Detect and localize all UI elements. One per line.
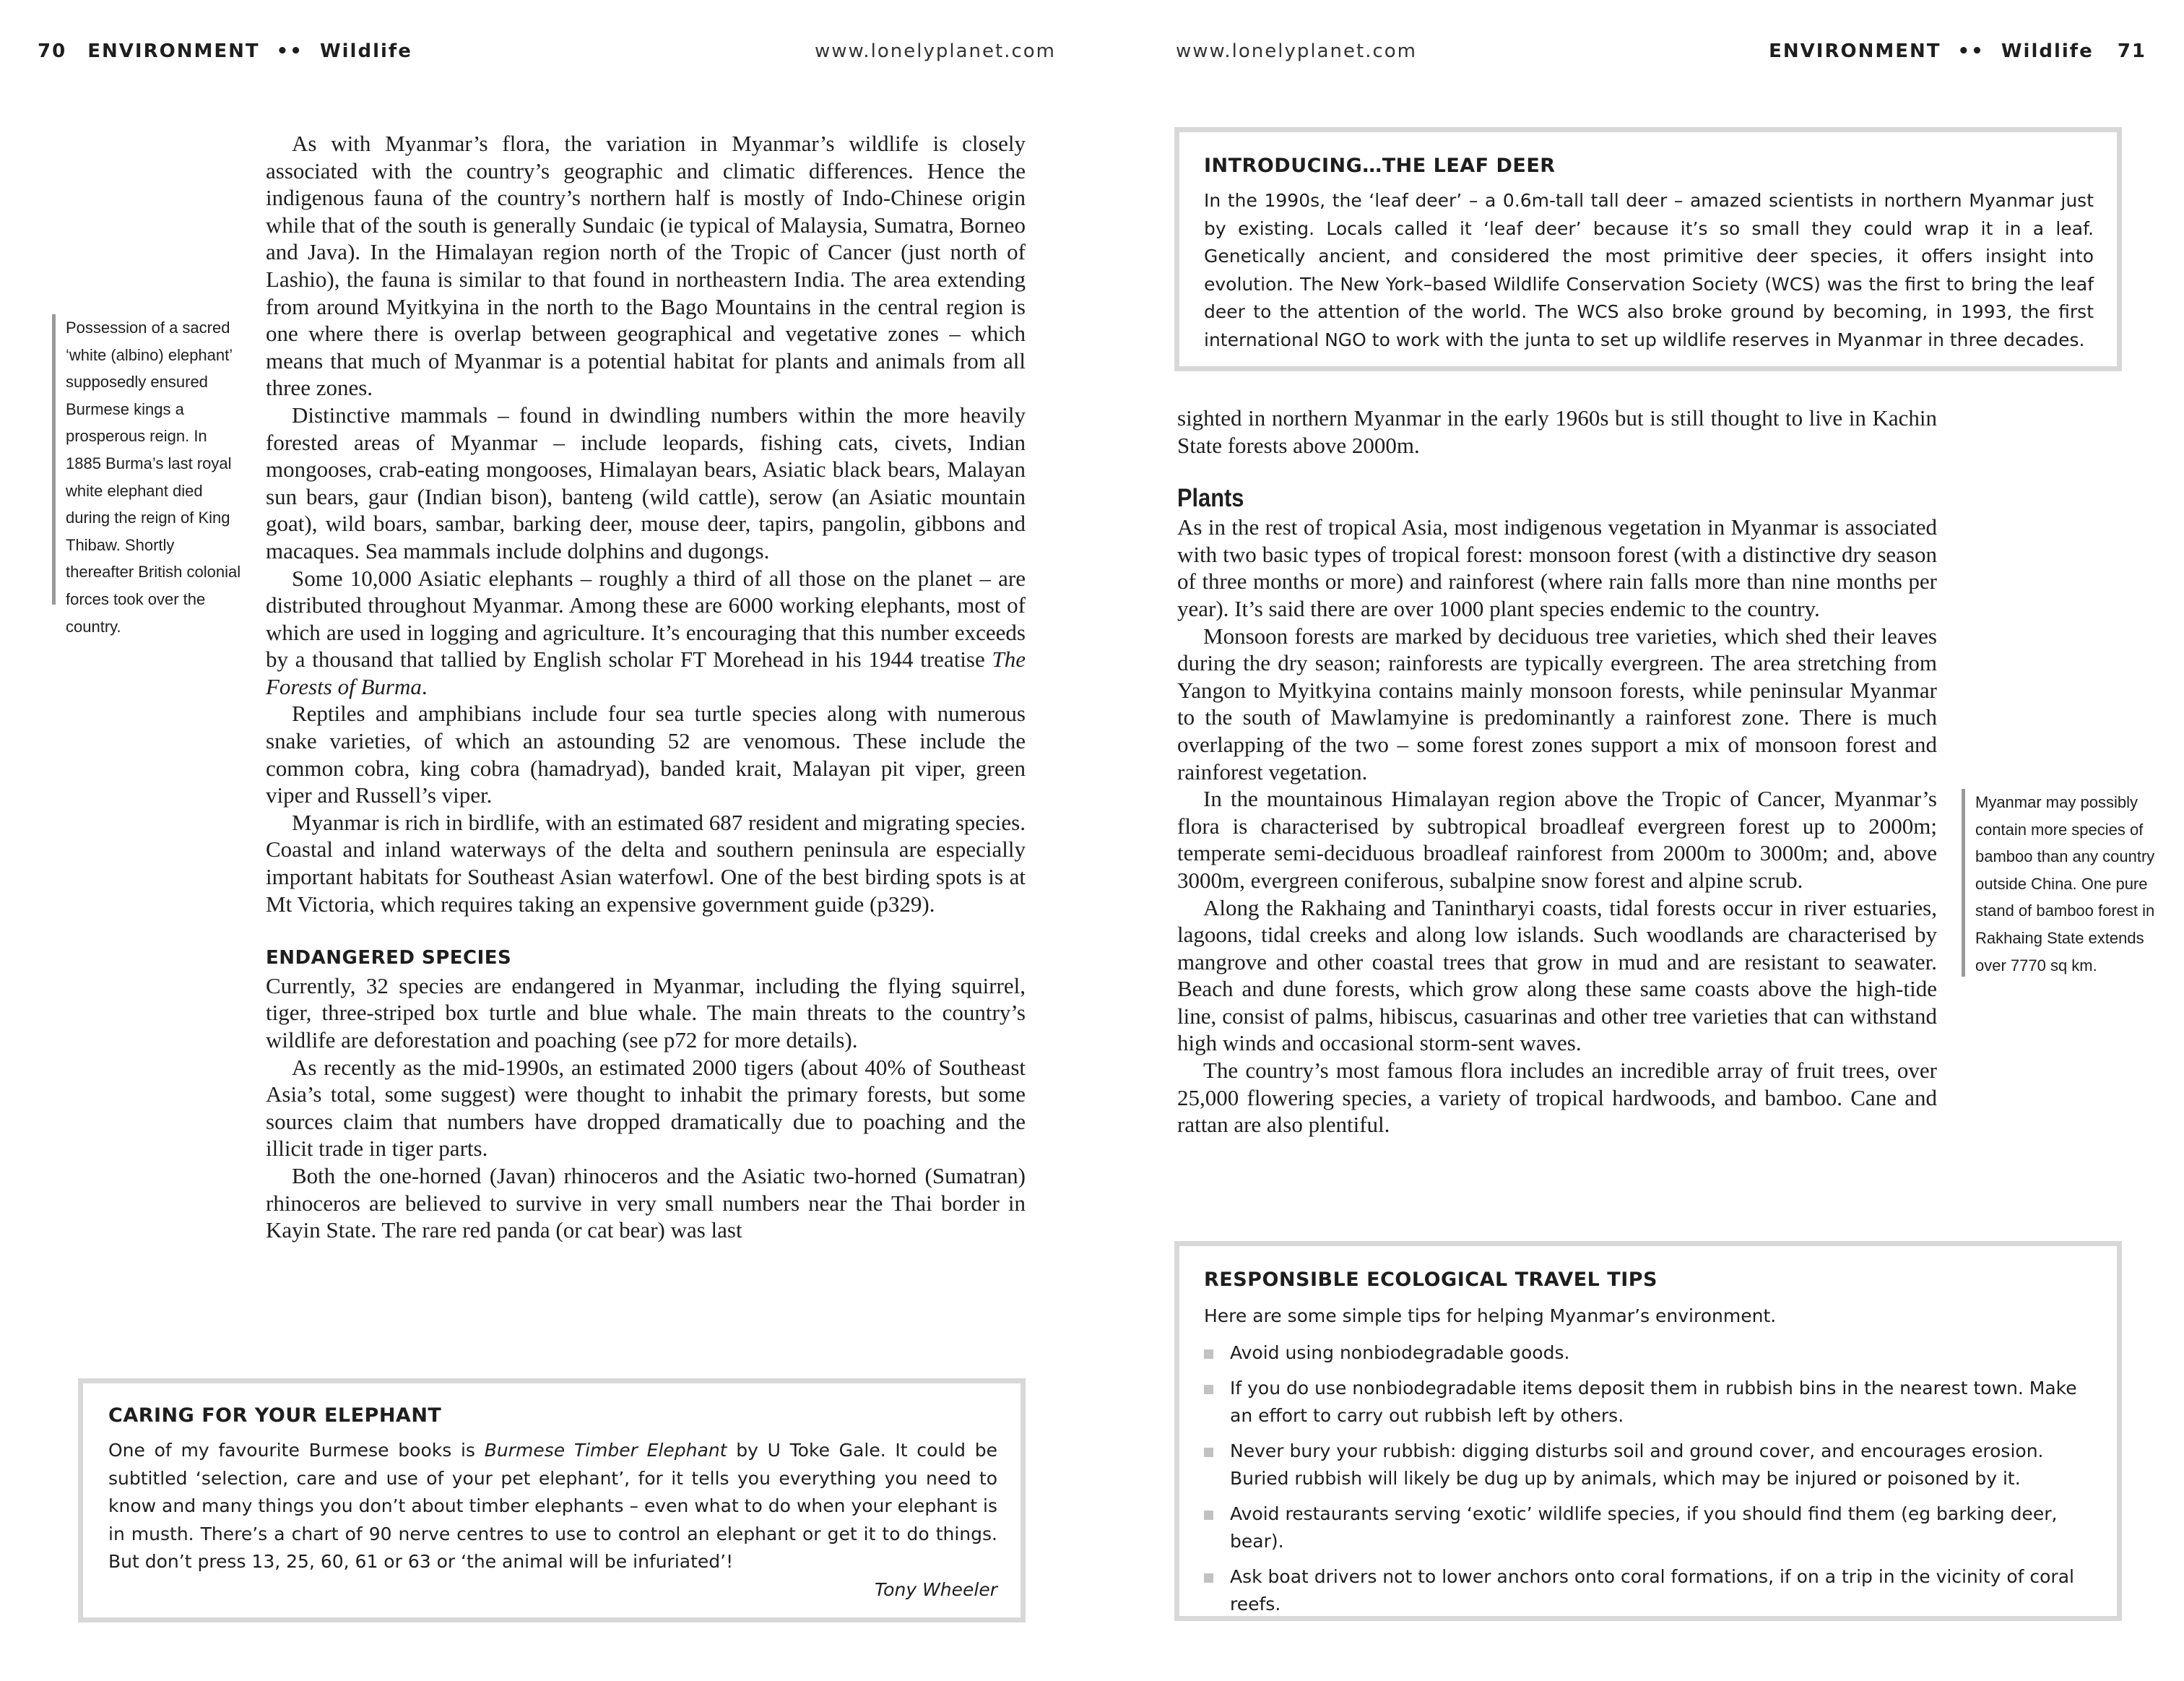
- paragraph: Along the Rakhaing and Tanintharyi coasts, tidal forests occur in river estuaries, lagoons, tidal creeks and along low islands. Such woodlands are characterised by mangrove and other coastal trees that grow in mud and are resistant to seawater. Beach and dune forests, which grow along these same coasts above the high-tide line, consist of palms, hibiscus, casuarinas and other tree varieties that can withstand high winds and occasional storm-sent waves.: [1177, 894, 1937, 1056]
- section-heading-plants: Plants: [1177, 484, 1244, 513]
- paragraph: As with Myanmar’s flora, the variation in Myanmar’s wildlife is closely associated with the country’s geographic and climatic differences. Hence the indigenous fauna of the country’s northern half is mostly of Indo-Chinese origin while that of the south is generally Sundaic (ie typical of Malaysia, Sumatra, Borneo and Java). In the Himalayan region north of the Tropic of Cancer (just north of Lashio), the fauna is similar to that found in northeastern India. The area extending from around Myitkyina in the north to the Bago Mountains in the central region is one where there is overlap between geographical and vegetative zones – which means that much of Myanmar is a potential habitat for plants and animals from all three zones.: [266, 131, 1026, 401]
- box-text: One of my favourite Burmese books is: [108, 1440, 485, 1461]
- box-text: by U Toke Gale. It could be subtitled ‘selection, care and use of your pet elephant’, for it tells you everything you need to know and many things you don’t about timber elephants – even what to do when your elephant is in musth. There’s a chart of 90 nerve centres to use to control an elephant or get it to do things. But don’t press 13, 25, 60, 61 or 63 or ‘the animal will be infuriated’!: [108, 1440, 997, 1573]
- elephant-sidebar-box: [78, 1378, 1026, 1622]
- tip-text: If you do use nonbiodegradable items deposit them in rubbish bins in the nearest town. Make an effort to carry out rubbish left by others.: [1230, 1378, 2077, 1426]
- box-intro: Here are some simple tips for helping Myanmar’s environment.: [1204, 1305, 1777, 1326]
- square-bullet-icon: [1204, 1573, 1213, 1583]
- list-item: [1204, 1375, 2094, 1429]
- right-section-title: ENVIRONMENT: [1769, 40, 1941, 62]
- square-bullet-icon: [1204, 1385, 1213, 1394]
- left-page-url: www.lonelyplanet.com: [815, 40, 1057, 62]
- paragraph-text: .: [421, 673, 428, 699]
- box-signature: Tony Wheeler: [875, 1578, 997, 1600]
- paragraph: Both the one-horned (Javan) rhinoceros and the Asiatic two-horned (Sumatran) rhinoceros are believed to survive in very small numbers near the Thai border in Kayin State. The rare red panda (or cat bear) was last: [266, 1162, 1026, 1243]
- paragraph: Currently, 32 species are endangered in Myanmar, including the flying squirrel, tiger, three-striped box turtle and blue whale. The main threats to the country’s wildlife are deforestation and poaching (see p72 for more details).: [266, 972, 1026, 1053]
- left-separator: ••: [276, 40, 303, 62]
- paragraph: As recently as the mid-1990s, an estimated 2000 tigers (about 40% of Southeast Asia’s total, some suggest) were thought to inhabit the primary forests, but some sources claim that numbers have dropped dramatically due to poaching and the illicit trade in tiger parts.: [266, 1054, 1026, 1162]
- right-page-url: www.lonelyplanet.com: [1176, 40, 1418, 62]
- paragraph-text: Some 10,000 Asiatic elephants – roughly a third of all those on the planet – are distributed throughout Myanmar. Among these are 6000 working elephants, most of which are used in logging and agriculture. It’s encouraging that this number exceeds by a thousand that tallied by English scholar FT Morehead in his 1944 treatise: [266, 565, 1026, 673]
- right-body-column: [1177, 405, 1937, 1138]
- square-bullet-icon: [1204, 1349, 1213, 1359]
- tip-text: Never bury your rubbish: digging disturbs soil and ground cover, and encourages erosion. Buried rubbish will likely be dug up by animals, which may be injured or poisoned by it.: [1230, 1440, 2044, 1489]
- paragraph: Monsoon forests are marked by deciduous tree varieties, which shed their leaves during the dry season; rainforests are typically evergreen. The area stretching from Yangon to Myitkyina contains mainly monsoon forests, while peninsular Myanmar to the south of Mawlamyine is predominantly a rainforest zone. There is much overlapping of the two – some forest zones support a mix of monsoon forest and rainforest vegetation.: [1177, 623, 1937, 785]
- travel-tips-sidebar-box: [1174, 1241, 2122, 1621]
- left-running-head: [38, 40, 412, 62]
- paragraph: [266, 565, 1026, 701]
- tip-text: Ask boat drivers not to lower anchors onto coral formations, if on a trip in the vicinity of coral reefs.: [1230, 1566, 2074, 1615]
- leaf-deer-sidebar-box: [1174, 127, 2122, 371]
- paragraph: Myanmar is rich in birdlife, with an estimated 687 resident and migrating species. Coastal and inland waterways of the delta and southern peninsula are especially important habitats for Southeast Asian waterfowl. One of the best birding spots is at Mt Victoria, which requires taking an expensive government guide (p329).: [266, 809, 1026, 917]
- list-item: [1204, 1563, 2094, 1617]
- book-title: Burmese Timber Elephant: [484, 1440, 727, 1461]
- list-item: [1204, 1438, 2094, 1492]
- left-margin-note: [52, 314, 241, 636]
- left-subsection-title: Wildlife: [319, 40, 412, 62]
- box-title: INTRODUCING…THE LEAF DEER: [1204, 155, 1556, 177]
- left-body-column: [266, 130, 1026, 1244]
- square-bullet-icon: [1204, 1511, 1213, 1520]
- list-item: [1204, 1500, 2094, 1555]
- left-section-title: ENVIRONMENT: [87, 40, 260, 62]
- paragraph: In the mountainous Himalayan region above the Tropic of Cancer, Myanmar’s flora is characterised by subtropical broadleaf evergreen forest up to 2000m; temperate semi-deciduous broadleaf rainforest from 2000m to 3000m; and, above 3000m, evergreen coniferous, subalpine snow forest and alpine scrub.: [1177, 786, 1937, 893]
- right-page-number: 71: [2117, 40, 2146, 62]
- left-margin-note-text: Possession of a sacred ‘white (albino) elephant’ supposedly ensured Burmese kings a prosperous reign. In 1885 Burma’s last royal white elephant died during the reign of King Thibaw. Shortly thereafter British colonial forces took over the country.: [66, 319, 241, 636]
- box-title: RESPONSIBLE ECOLOGICAL TRAVEL TIPS: [1204, 1269, 1658, 1291]
- tip-text: Avoid using nonbiodegradable goods.: [1230, 1341, 1570, 1363]
- right-margin-note-text: Myanmar may possibly contain more species of bamboo than any country outside China. One pure stand of bamboo forest in Rakhaing State extends over 7770 sq km.: [1975, 793, 2155, 975]
- right-separator: ••: [1957, 40, 1985, 62]
- right-margin-note: [1962, 789, 2158, 977]
- paragraph: As in the rest of tropical Asia, most indigenous vegetation in Myanmar is associated with two basic types of tropical forest: monsoon forest (with a distinctive dry season of three months or more) and rainforest (where rain falls more than nine months per year). It’s said there are over 1000 plant species endemic to the country.: [1177, 514, 1937, 621]
- box-title: CARING FOR YOUR ELEPHANT: [108, 1404, 442, 1427]
- right-subsection-title: Wildlife: [2001, 40, 2094, 62]
- paragraph: Distinctive mammals – found in dwindling numbers within the more heavily forested areas of Myanmar – include leopards, fishing cats, civets, Indian mongooses, crab-eating mongooses, Himalayan bears, Asiatic black bears, Malayan sun bears, gaur (Indian bison), banteng (wild cattle), serow (an Asiatic mountain goat), wild boars, sambar, barking deer, mouse deer, tapirs, pangolin, gibbons and macaques. Sea mammals include dolphins and dugongs.: [266, 402, 1026, 563]
- square-bullet-icon: [1204, 1448, 1213, 1457]
- book-title: The Forests of Burma: [266, 647, 1026, 699]
- tips-list: [1204, 1339, 2094, 1618]
- box-body: In the 1990s, the ‘leaf deer’ – a 0.6m-tall tall deer – amazed scientists in northern Myanmar just by existing. Locals called it ‘leaf deer’ because it’s so small they could wrap it in a leaf. Genetically ancient, and considered the most primitive deer species, it offers insight into evolution. The New York–based Wildlife Conservation Society (WCS) was the first to bring the leaf deer to the attention of the world. The WCS also broke ground by becoming, in 1993, the first international NGO to work with the junta to set up wildlife reserves in Myanmar in three decades.: [1204, 190, 2094, 350]
- right-running-head: [1769, 40, 2146, 62]
- continuation-paragraph: sighted in northern Myanmar in the early 1960s but is still thought to live in Kachin State forests above 2000m.: [1177, 405, 1937, 458]
- left-page-number: 70: [38, 40, 67, 62]
- box-body: [108, 1437, 997, 1576]
- section-heading-endangered: ENDANGERED SPECIES: [266, 947, 512, 969]
- list-item: [1204, 1339, 2094, 1367]
- paragraph: Reptiles and amphibians include four sea turtle species along with numerous snake varieties, of which an astounding 52 are venomous. These include the common cobra, king cobra (hamadryad), banded krait, Malayan pit viper, green viper and Russell’s viper.: [266, 701, 1026, 808]
- tip-text: Avoid restaurants serving ‘exotic’ wildlife species, if you should find them (eg barking deer, bear).: [1230, 1503, 2058, 1552]
- paragraph: The country’s most famous flora includes an incredible array of fruit trees, over 25,000 flowering species, a variety of tropical hardwoods, and bamboo. Cane and rattan are also plentiful.: [1177, 1058, 1937, 1138]
